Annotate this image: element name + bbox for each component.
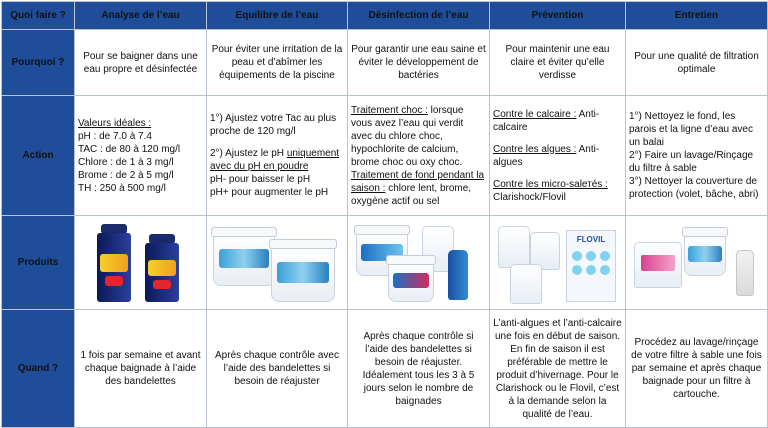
header-analyse: Analyse de l’eau <box>75 2 207 30</box>
pourquoi-prevention: Pour maintenir une eau claire et éviter qu’elle verdisse <box>490 30 626 96</box>
traitement-fond-title: Traitement de fond pendant la saison : <box>351 169 485 194</box>
filter-cleaner-can-image <box>634 242 682 288</box>
contre-calcaire-title: Contre le calcaire : <box>493 108 577 120</box>
contre-micro-salete <box>493 178 622 191</box>
flovil-brand: FLOVIL <box>576 235 606 244</box>
pourquoi-analyse: Pour se baigner dans une eau propre et désinfectée <box>75 30 207 96</box>
value-line: pH : de 7.0 à 7.4 <box>78 130 152 142</box>
ph-plus-line: pH+ pour augmenter le pH <box>210 187 329 198</box>
traitement-fond-text: chlore lent, brome, oxygène actif ou sel <box>351 182 472 207</box>
header-entretien: Entretien <box>626 2 768 30</box>
traitement-choc <box>351 104 486 169</box>
produits-entretien <box>626 216 768 310</box>
value-line: TH : 250 à 500 mg/l <box>78 182 166 194</box>
contre-micro-salete-text: Clarishock/Flovil <box>493 191 566 203</box>
test-strips-bottle-image-2 <box>145 234 179 302</box>
ph-bucket-image <box>213 232 275 286</box>
chlorine-bucket-image-2 <box>388 260 434 302</box>
spray-bottle-image <box>736 250 754 296</box>
contre-calcaire <box>493 108 622 134</box>
valeurs-ideales-title: Valeurs idéales : <box>78 117 152 129</box>
header-desinfection: Désinfection de l’eau <box>348 2 490 30</box>
quand-equilibre: Après chaque contrôle avec l’aide des bandelettes si besoin de réajuster <box>207 310 348 428</box>
contre-algues-title: Contre les algues : <box>493 143 577 155</box>
row-label-produits: Produits <box>2 216 75 310</box>
equilibre-step-2-underlined: uniquement avec du pH en poudre <box>210 148 340 172</box>
contre-calcaire-text: Anti-calcaire <box>493 108 600 133</box>
pourquoi-entretien: Pour une qualité de filtration optimale <box>626 30 768 96</box>
flovil-box-image <box>566 230 616 302</box>
value-line: TAC : de 80 à 120 mg/l <box>78 143 181 155</box>
value-line: Chlore : de 1 à 3 mg/l <box>78 156 174 168</box>
clarishock-can-image <box>510 264 542 304</box>
header-prevention: Prévention <box>490 2 626 30</box>
produits-equilibre <box>207 216 348 310</box>
header-equilibre: Equilibre de l’eau <box>207 2 348 30</box>
contre-algues-text: Anti-algues <box>493 143 600 168</box>
row-action <box>2 96 768 216</box>
quand-analyse: 1 fois par semaine et avant chaque baignade à l’aide des bandelettes <box>75 310 207 428</box>
entretien-step-1: 1°) Nettoyez le fond, les parois et la ligne d’eau avec un balai <box>629 111 753 148</box>
quand-desinfection: Après chaque contrôle si l’aide des bandelettes si besoin de réajuster. Idéalement tous les 3 à 5 jours selon le nombre de baignades <box>348 310 490 428</box>
quand-prevention: L’anti-algues et l’anti-calcaire une fois en début de saison. En fin de saison il est préférable de mettre le produit d’hivernage. Pour le Clarishock ou le Flovil, c’est à la demande selon la qualité de l’eau. <box>490 310 626 428</box>
produits-analyse <box>75 216 207 310</box>
test-strips-bottle-image <box>97 224 131 302</box>
action-analyse <box>75 96 207 216</box>
produits-prevention <box>490 216 626 310</box>
ph-minus-line: pH- pour baisser le pH <box>210 174 311 185</box>
action-equilibre <box>207 96 348 216</box>
entretien-step-3: 3°) Nettoyer la couverture de protection (volet, bâche, abri) <box>629 176 759 200</box>
equilibre-step-1: 1°) Ajustez votre Tac au plus proche de 120 mg/l <box>210 113 337 137</box>
pourquoi-equilibre: Pour éviter une irritation de la peau et d’abîmer les équipements de la piscine <box>207 30 348 96</box>
equilibre-step-2-text: 2°) Ajustez le pH <box>210 148 287 159</box>
traitement-fond <box>351 169 486 208</box>
pool-care-table <box>1 1 768 428</box>
equilibre-step-2 <box>210 147 344 173</box>
row-label-action: Action <box>2 96 75 216</box>
contre-algues <box>493 143 622 169</box>
row-quand <box>2 310 768 428</box>
action-prevention <box>490 96 626 216</box>
pourquoi-desinfection: Pour garantir une eau saine et éviter le développement de bactéries <box>348 30 490 96</box>
row-pourquoi <box>2 30 768 96</box>
row-label-pourquoi: Pourquoi ? <box>2 30 75 96</box>
produits-desinfection <box>348 216 490 310</box>
contre-micro-salete-title: Contre les micro-salетés : <box>493 178 608 190</box>
cleaner-bucket-image <box>684 232 726 276</box>
value-line: Brome : de 2 à 5 mg/l <box>78 169 174 181</box>
anti-calcaire-can-image <box>498 226 530 268</box>
chlorine-tube-image <box>448 250 468 300</box>
traitement-choc-title: Traitement choc : <box>351 104 428 116</box>
entretien-step-2: 2°) Faire un lavage/Rinçage du filtre à sable <box>629 150 754 174</box>
action-entretien <box>626 96 768 216</box>
header-corner: Quoi faire ? <box>2 2 75 30</box>
row-label-quand: Quand ? <box>2 310 75 428</box>
ph-bucket-image-2 <box>271 244 335 302</box>
row-produits <box>2 216 768 310</box>
header-row <box>2 2 768 30</box>
action-desinfection <box>348 96 490 216</box>
quand-entretien: Procédez au lavage/rinçage de votre filtre à sable une fois par semaine et après chaque baignade pour un filtre à cartouche. <box>626 310 768 428</box>
traitement-choc-text: lorsque vous avez l’eau qui verdit avec du chlore choc, hypochlorite de calcium, brome choc ou oxy choc. <box>351 104 464 168</box>
